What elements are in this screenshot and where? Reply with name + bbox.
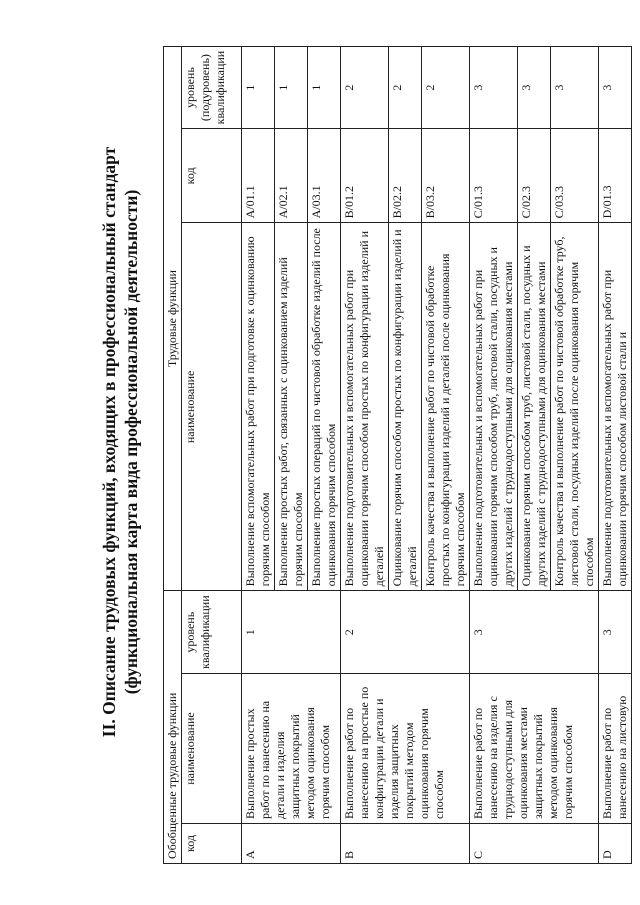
function-level: 2 [422, 46, 470, 129]
function-code: A/01.1 [242, 129, 275, 223]
group-name: Выполнение работ по нанесению на изделия с труднодоступными для оцинкования местами защитных покрытий методом оцинкования горячим способом [470, 674, 599, 824]
function-name: Выполнение подготовительных и вспомогательных работ при оцинковании горячим способом труб, листовой стали, посудных и других изделий с труднодоступными для оцинкования местами [470, 223, 518, 591]
function-level: 3 [470, 46, 518, 129]
table-row [599, 46, 632, 863]
group-code: D [599, 824, 632, 864]
function-name: Оцинкование горячим способом труб, листовой стали, посудных и других изделий с труднодоступными для оцинкования местами [518, 223, 551, 591]
group-code: A [242, 824, 341, 864]
function-name: Выполнение подготовительных и вспомогательных работ при оцинковании горячим способом листовой стали и [599, 223, 632, 591]
function-code: C/02.3 [518, 129, 551, 223]
group-name: Выполнение работ по нанесению на простые по конфигурации детали и изделия защитных покрытий методом оцинкования горячим способом [341, 674, 470, 824]
header-labor-functions: Трудовые функции [164, 46, 182, 591]
header-function-name: наименование [182, 223, 242, 591]
function-name: Выполнение вспомогательных работ при подготовке к оцинкованию горячим способом [242, 223, 275, 591]
group-name: Выполнение работ по нанесению на листовую [599, 674, 632, 824]
function-level: 2 [341, 46, 389, 129]
function-name: Выполнение подготовительных и вспомогательных работ при оцинковании горячим способом простых по конфигурации изделий и деталей [341, 223, 389, 591]
function-code: D/01.3 [599, 129, 632, 223]
section-subtitle: (функциональная карта вида профессиональной деятельности) [121, 189, 141, 695]
group-code: B [341, 824, 470, 864]
function-code: B/02.2 [389, 129, 422, 223]
header-row-groups [164, 46, 182, 863]
function-name: Выполнение простых операций по чистовой обработке изделий после оцинкования горячим способом [308, 223, 341, 591]
table-row [242, 46, 275, 863]
function-name: Контроль качества и выполнение работ по чистовой обработке труб, листовой стали, посудных изделий после оцинкования горячим способом [551, 223, 599, 591]
group-name: Выполнение простых работ по нанесению на детали и изделия защитных покрытий методом оцинкования горячим способом [242, 674, 341, 824]
function-level: 1 [242, 46, 275, 129]
header-sublevel: уровень (подуровень) квалификации [182, 46, 242, 129]
section-title: II. Описание трудовых функций, входящих в профессиональный стандарт [99, 146, 119, 738]
function-code: B/03.2 [422, 129, 470, 223]
function-name: Оцинкование горячим способом простых по конфигурации изделий и деталей [389, 223, 422, 591]
header-function-code: код [182, 129, 242, 223]
table-row [470, 46, 518, 863]
group-level: 3 [470, 591, 599, 674]
group-level: 3 [599, 591, 632, 674]
function-name: Выполнение простых работ, связанных с оцинкованием изделий горячим способом [275, 223, 308, 591]
function-level: 2 [389, 46, 422, 129]
function-name: Контроль качества и выполнение работ по чистовой обработке простых по конфигурации изделий и деталей после оцинкования горячим способом [422, 223, 470, 591]
function-code: C/01.3 [470, 129, 518, 223]
function-level: 1 [275, 46, 308, 129]
header-code: код [182, 824, 242, 864]
function-level: 3 [518, 46, 551, 129]
function-code: A/03.1 [308, 129, 341, 223]
functions-table [163, 46, 632, 864]
group-code: C [470, 824, 599, 864]
header-name: наименование [182, 674, 242, 824]
function-code: C/03.3 [551, 129, 599, 223]
rotated-content [65, 2, 629, 882]
function-code: A/02.1 [275, 129, 308, 223]
function-level: 3 [599, 46, 632, 129]
function-level: 3 [551, 46, 599, 129]
header-row-columns [182, 46, 242, 863]
table-row [341, 46, 389, 863]
group-level: 1 [242, 591, 341, 674]
header-level: уровень квалификации [182, 591, 242, 674]
function-level: 1 [308, 46, 341, 129]
group-level: 2 [341, 591, 470, 674]
header-generalized-functions: Обобщенные трудовые функции [164, 591, 182, 864]
function-code: B/01.2 [341, 129, 389, 223]
